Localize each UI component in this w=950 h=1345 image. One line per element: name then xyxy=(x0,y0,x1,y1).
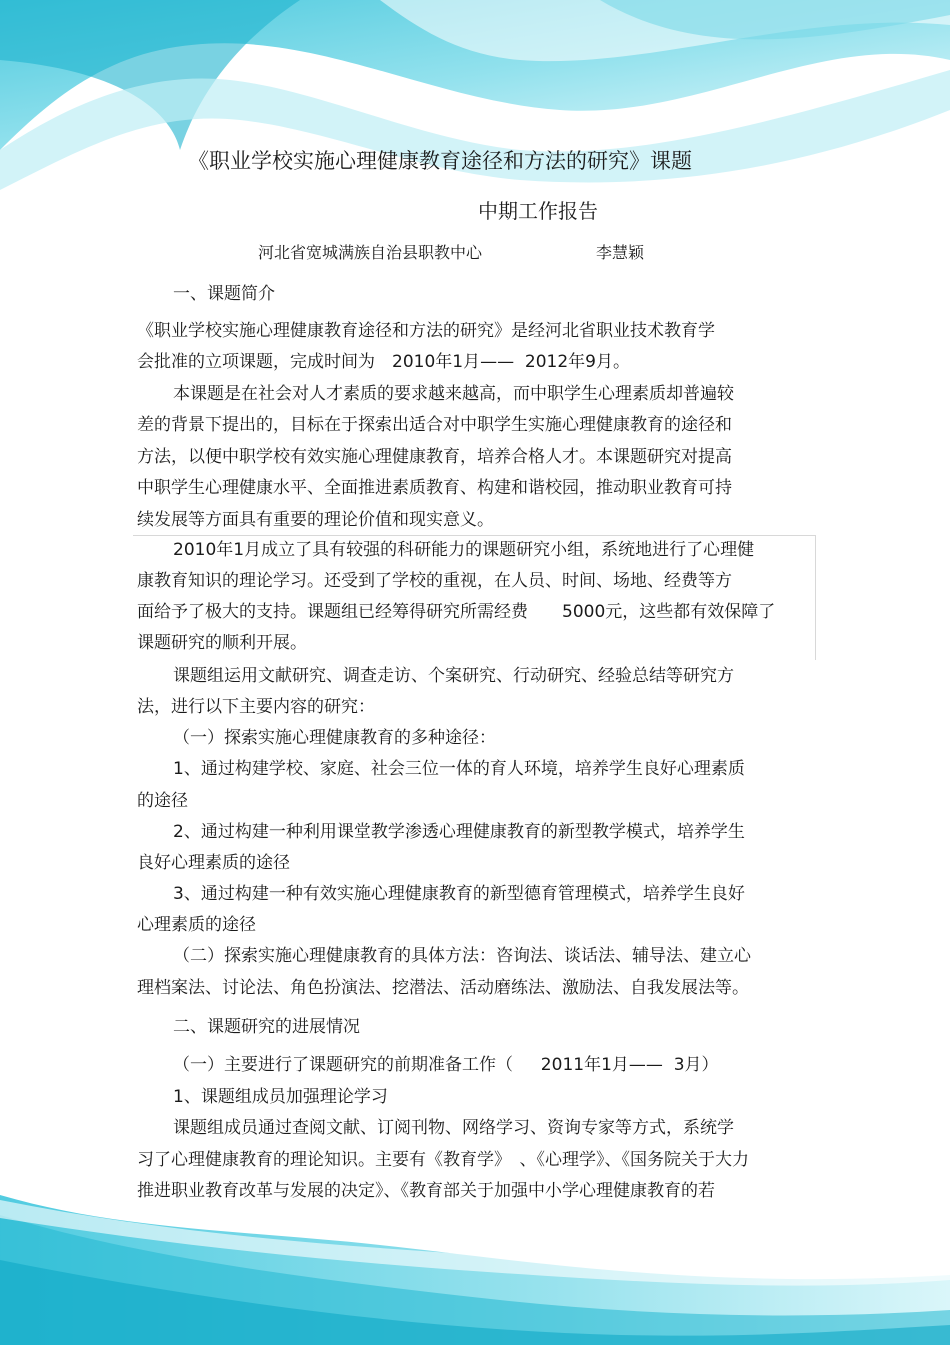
list-item: 良好心理素质的途径 xyxy=(137,853,290,873)
paragraph-line: 课题组成员通过查阅文献、订阅刊物、网络学习、资询专家等方式，系统学 xyxy=(173,1118,734,1138)
paragraph-line: 法，进行以下主要内容的研究： xyxy=(137,697,375,717)
list-item: 的途径 xyxy=(137,791,188,811)
list-item: 1、课题组成员加强理论学习 xyxy=(173,1087,388,1107)
paragraph-line: 课题研究的顺利开展。 xyxy=(137,633,307,653)
author-name: 李慧颖 xyxy=(596,243,645,262)
author-organization: 河北省宽城满族自治县职教中心 xyxy=(258,243,483,262)
paragraph-line: 推进职业教育改革与发展的决定》、《教育部关于加强中小学心理健康教育的若 xyxy=(137,1181,715,1201)
paragraph-line: 方法，以便中职学校有效实施心理健康教育，培养合格人才。本课题研究对提高 xyxy=(137,447,732,467)
paragraph-line: 差的背景下提出的，目标在于探索出适合对中职学生实施心理健康教育的途径和 xyxy=(137,415,732,435)
paragraph-line: 理档案法、讨论法、角色扮演法、挖潜法、活动磨练法、激励法、自我发展法等。 xyxy=(137,978,749,998)
list-item: 2、通过构建一种利用课堂教学渗透心理健康教育的新型教学模式，培养学生 xyxy=(173,822,745,842)
paragraph-line: 中职学生心理健康水平、全面推进素质教育、构建和谐校园，推动职业教育可持 xyxy=(137,478,732,498)
paragraph-line: 康教育知识的理论学习。还受到了学校的重视，在人员、时间、场地、经费等方 xyxy=(137,571,732,591)
report-title-line1: 《职业学校实施心理健康教育途径和方法的研究》课题 xyxy=(188,149,692,173)
list-item: 心理素质的途径 xyxy=(137,915,256,935)
list-item: 3、通过构建一种有效实施心理健康教育的新型德育管理模式，培养学生良好 xyxy=(173,884,745,904)
subsection-heading: （二）探索实施心理健康教育的具体方法：咨询法、谈话法、辅导法、建立心 xyxy=(173,946,751,966)
paragraph-line: 2010年1月成立了具有较强的科研能力的课题研究小组，系统地进行了心理健 xyxy=(173,540,755,560)
paragraph-line: 习了心理健康教育的理论知识。主要有《教育学》 、《心理学》、《国务院关于大力 xyxy=(137,1150,749,1170)
paragraph-line: 本课题是在社会对人才素质的要求越来越高，而中职学生心理素质却普遍较 xyxy=(173,384,734,404)
paragraph-line: 课题组运用文献研究、调查走访、个案研究、行动研究、经验总结等研究方 xyxy=(173,666,734,686)
paragraph-line: 面给予了极大的支持。课题组已经筹得研究所需经费 5000元，这些都有效保障了 xyxy=(137,602,776,622)
paragraph-line: 《职业学校实施心理健康教育途径和方法的研究》是经河北省职业技术教育学 xyxy=(137,321,715,341)
list-item: 1、通过构建学校、家庭、社会三位一体的育人环境，培养学生良好心理素质 xyxy=(173,759,745,779)
section-heading-1: 一、课题简介 xyxy=(173,284,275,304)
paragraph-line: 会批准的立项课题，完成时间为 2010年1月—— 2012年9月。 xyxy=(137,352,630,372)
subsection-heading: （一）探索实施心理健康教育的多种途径： xyxy=(173,728,496,748)
subsection-heading: （一）主要进行了课题研究的前期准备工作（ 2011年1月—— 3月） xyxy=(173,1055,719,1075)
report-title-line2: 中期工作报告 xyxy=(478,199,598,223)
paragraph-line: 续发展等方面具有重要的理论价值和现实意义。 xyxy=(137,510,494,530)
section-heading-2: 二、课题研究的进展情况 xyxy=(173,1017,360,1037)
